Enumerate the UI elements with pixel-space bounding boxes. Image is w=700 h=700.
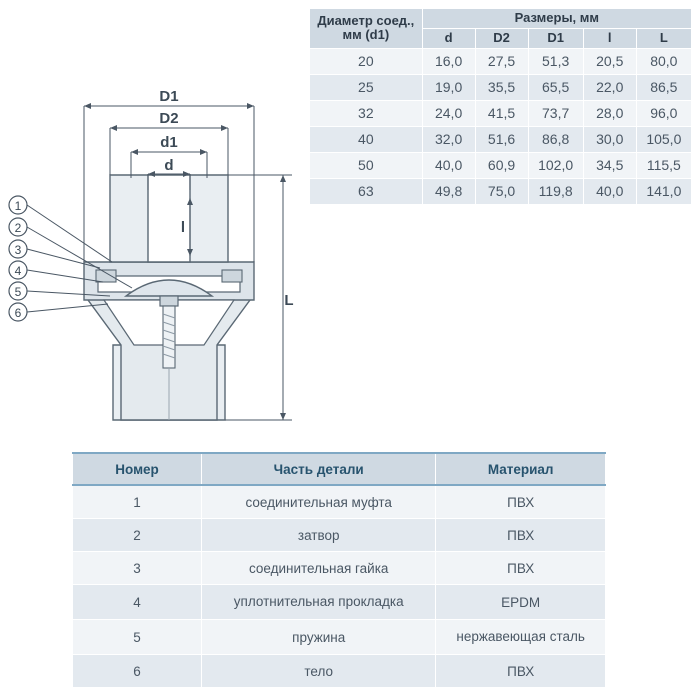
- table-row: [310, 74, 692, 100]
- cell-d: 49,8: [422, 178, 475, 204]
- callout-label-4: 4: [14, 264, 22, 278]
- cell-d: 24,0: [422, 100, 475, 126]
- cell-number: 2: [73, 519, 202, 552]
- cell-part: соединительная муфта: [202, 485, 436, 519]
- header-material: Материал: [436, 453, 606, 485]
- cell-number: 5: [73, 620, 202, 655]
- cell-part: пружина: [202, 620, 436, 655]
- table-row: [73, 655, 606, 688]
- cell-D2: 60,9: [475, 152, 528, 178]
- table-row: [73, 585, 606, 620]
- dim-label-L: L: [284, 292, 294, 309]
- cell-material: ПВХ: [436, 655, 606, 688]
- valve-cross-section-drawing: [0, 0, 309, 450]
- dimensions-table-body: [310, 48, 692, 204]
- table-row: [310, 126, 692, 152]
- cell-D2: 75,0: [475, 178, 528, 204]
- header-number: Номер: [73, 453, 202, 485]
- cell-material: ПВХ: [436, 519, 606, 552]
- dimensions-table-head: [310, 9, 692, 49]
- cell-d1: 40: [310, 126, 423, 152]
- cell-l: 20,5: [583, 48, 636, 74]
- callout-label-1: 1: [14, 199, 22, 213]
- parts-table-head: [73, 453, 606, 485]
- callout-label-6: 6: [14, 306, 22, 320]
- header-D2: D2: [475, 28, 528, 48]
- table-row: [310, 152, 692, 178]
- cell-D1: 51,3: [528, 48, 583, 74]
- cell-number: 4: [73, 585, 202, 620]
- cell-number: 3: [73, 552, 202, 585]
- dim-label-D2: D2: [159, 110, 179, 127]
- cell-d1: 32: [310, 100, 423, 126]
- cell-number: 1: [73, 485, 202, 519]
- dim-label-d: d: [164, 157, 174, 174]
- cell-D1: 73,7: [528, 100, 583, 126]
- cell-L: 80,0: [636, 48, 691, 74]
- parts-table-body: [73, 485, 606, 688]
- cell-D2: 35,5: [475, 74, 528, 100]
- cell-D2: 51,6: [475, 126, 528, 152]
- cell-l: 30,0: [583, 126, 636, 152]
- cell-l: 34,5: [583, 152, 636, 178]
- cell-part: затвор: [202, 519, 436, 552]
- callout-label-3: 3: [14, 243, 22, 257]
- callout-label-2: 2: [14, 221, 22, 235]
- cell-D1: 65,5: [528, 74, 583, 100]
- table-row: [73, 620, 606, 655]
- table-header-row: [310, 9, 692, 29]
- cell-d1: 50: [310, 152, 423, 178]
- cell-L: 86,5: [636, 74, 691, 100]
- table-row: [310, 100, 692, 126]
- cell-d1: 25: [310, 74, 423, 100]
- table-row: [73, 552, 606, 585]
- dim-label-l: l: [180, 219, 186, 236]
- dim-label-d1: d1: [160, 134, 178, 151]
- cell-part: соединительная гайка: [202, 552, 436, 585]
- cell-number: 6: [73, 655, 202, 688]
- cell-L: 96,0: [636, 100, 691, 126]
- header-part: Часть детали: [202, 453, 436, 485]
- table-row: [310, 48, 692, 74]
- cell-material: ПВХ: [436, 552, 606, 585]
- cell-D2: 27,5: [475, 48, 528, 74]
- dimensions-table: [309, 8, 692, 205]
- header-L: L: [636, 28, 691, 48]
- cell-part: уплотнительная прокладка: [202, 585, 436, 620]
- cell-d: 16,0: [422, 48, 475, 74]
- cell-d1: 20: [310, 48, 423, 74]
- header-D1: D1: [528, 28, 583, 48]
- cell-D2: 41,5: [475, 100, 528, 126]
- callout-label-5: 5: [14, 285, 22, 299]
- cell-material: EPDM: [436, 585, 606, 620]
- dim-label-D1: D1: [159, 88, 179, 105]
- cell-d1: 63: [310, 178, 423, 204]
- cell-material: нержавеющая сталь: [436, 620, 606, 655]
- cell-material: ПВХ: [436, 485, 606, 519]
- cell-d: 32,0: [422, 126, 475, 152]
- cell-D1: 119,8: [528, 178, 583, 204]
- cell-l: 40,0: [583, 178, 636, 204]
- header-sizes-group: Размеры, мм: [422, 9, 691, 29]
- cell-d: 19,0: [422, 74, 475, 100]
- cell-L: 115,5: [636, 152, 691, 178]
- cell-L: 141,0: [636, 178, 691, 204]
- header-l: l: [583, 28, 636, 48]
- parts-table: [72, 452, 606, 688]
- table-row: [73, 485, 606, 519]
- table-row: [73, 519, 606, 552]
- cell-D1: 102,0: [528, 152, 583, 178]
- header-d: d: [422, 28, 475, 48]
- cell-l: 22,0: [583, 74, 636, 100]
- cell-L: 105,0: [636, 126, 691, 152]
- header-connection-diameter: Диаметр соед., мм (d1): [310, 9, 423, 49]
- cell-d: 40,0: [422, 152, 475, 178]
- cell-part: тело: [202, 655, 436, 688]
- cell-l: 28,0: [583, 100, 636, 126]
- table-header-row: [73, 453, 606, 485]
- cell-D1: 86,8: [528, 126, 583, 152]
- table-row: [310, 178, 692, 204]
